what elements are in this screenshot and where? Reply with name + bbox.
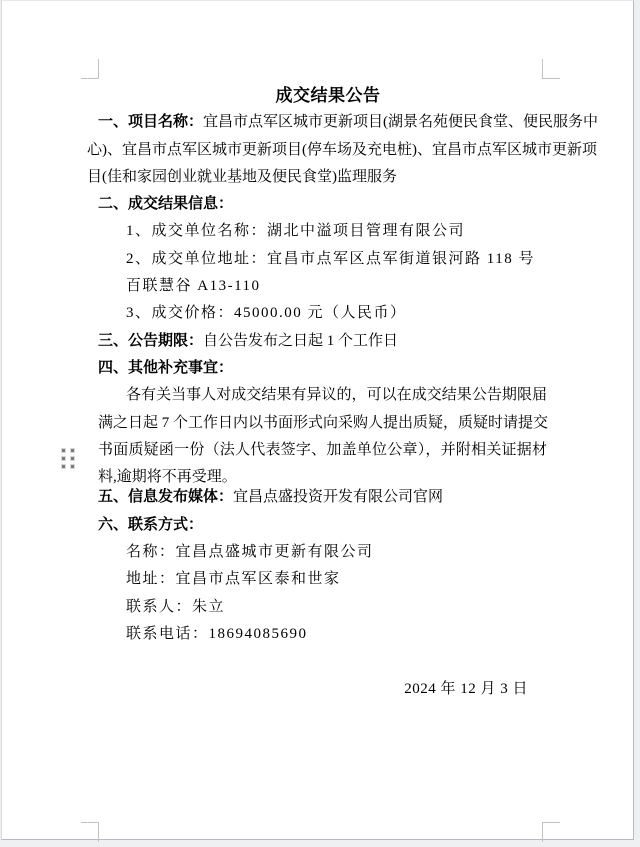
margin-corner-mark-bottom-right — [542, 822, 560, 842]
award-supplier-name: 1、成交单位名称：湖北中溢项目管理有限公司 — [126, 223, 466, 240]
award-supplier-address-line-1: 2、成交单位地址：宜昌市点军区点军街道银河路 118 号 — [126, 250, 535, 267]
section4-line-2: 满之日起 7 个工作日内以书面形式向采购人提出质疑，质疑时请提交 — [98, 414, 549, 431]
blank-line — [98, 648, 558, 675]
section4-line-1: 各有关当事人对成交结果有异议的，可以在成交结果公告期限届 — [126, 387, 547, 404]
section4-line-4: 料,逾期将不再受理。 — [98, 469, 237, 486]
section5-publish-media — [98, 484, 558, 511]
document-page — [1, 0, 634, 840]
margin-corner-mark-top-right — [542, 59, 560, 79]
section1-line-1 — [87, 109, 599, 136]
contact-person: 联系人：朱立 — [126, 598, 226, 615]
section1-line-2: 心)、宜昌市点军区城市更新项目(停车场及充电桩)、宜昌市点军区城市更新项 — [87, 141, 597, 158]
section4-line-3: 书面质疑函一份（法人代表签字、加盖单位公章），并附相关证据材 — [98, 441, 547, 458]
contact-phone: 联系电话：18694085690 — [126, 625, 308, 642]
section1-text-part1: 宜昌市点军区城市更新项目(湖景名苑便民食堂、便民服务中 — [203, 114, 599, 131]
section4-paragraph — [98, 382, 547, 491]
award-supplier-address-line-2: 百联慧谷 A13-110 — [126, 278, 261, 295]
section3-label: 三、公告期限： — [98, 332, 204, 349]
document-content — [87, 82, 599, 703]
document-date: 2024 年 12 月 3 日 — [404, 680, 528, 697]
contact-name: 名称：宜昌点盛城市更新有限公司 — [126, 544, 374, 561]
document-title: 成交结果公告 — [275, 86, 381, 105]
section4-heading: 四、其他补充事宜： — [98, 359, 234, 376]
section3-announcement-period — [98, 328, 558, 355]
section2-heading: 二、成交结果信息： — [98, 196, 234, 213]
section3-text: 自公告发布之日起 1 个工作日 — [203, 332, 399, 349]
section-project-name — [87, 109, 599, 191]
margin-corner-mark-top-left — [81, 59, 99, 79]
section5-label: 五、信息发布媒体： — [98, 489, 234, 506]
award-price: 3、成交价格：45000.00 元（人民币） — [126, 305, 407, 322]
section1-label: 一、项目名称： — [98, 114, 204, 131]
contact-address: 地址：宜昌市点军区泰和世家 — [126, 571, 341, 588]
six-dot-drag-handle-icon[interactable] — [62, 449, 75, 470]
section1-line-3: 目(佳和家园创业就业基地及便民食堂)监理服务 — [87, 168, 397, 185]
section6-heading: 六、联系方式： — [98, 516, 204, 533]
margin-corner-mark-bottom-left — [81, 822, 99, 842]
section5-text: 宜昌点盛投资开发有限公司官网 — [233, 489, 444, 506]
